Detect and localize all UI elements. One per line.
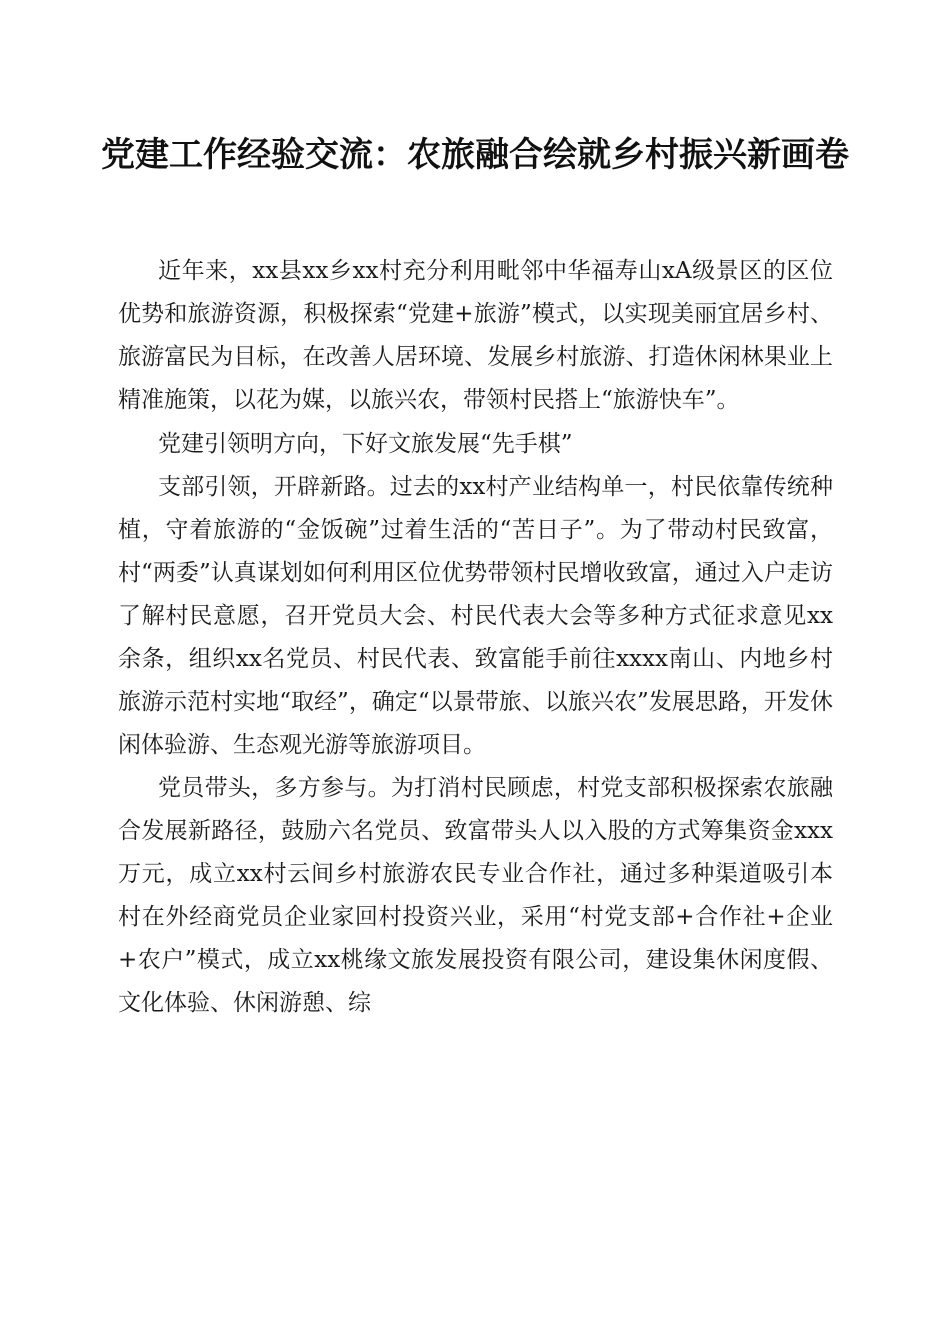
section-heading: 党建引领明方向，下好文旅发展“先手棋” bbox=[158, 431, 573, 457]
document-title: 党建工作经验交流：农旅融合绘就乡村振兴新画卷 bbox=[101, 135, 849, 175]
paragraph-branch-leading: 支部引领，开辟新路。过去的xx村产业结构单一，村民依靠传统种植，守着旅游的“金饭碗”过着生活的“苦日子”。为了带动村民致富，村“两委”认真谋划如何利用区位优势带领村民增收致富，通过入户走访了解村民意愿，召开党员大会、村民代表大会等多种方式征求意见xx余条，组织xx名党员、村民代表、致富能手前往xxxx南山、内地乡村旅游示范村实地“取经”，确定“以景带旅、以旅兴农”发展思路，开发休闲体验游、生态观光游等旅游项目。 bbox=[118, 474, 833, 758]
paragraph-intro: 近年来，xx县xx乡xx村充分利用毗邻中华福寿山xA级景区的区位优势和旅游资源，积极探索“党建+旅游”模式，以实现美丽宜居乡村、旅游富民为目标，在改善人居环境、发展乡村旅游、打造休闲林果业上精准施策，以花为媒，以旅兴农，带领村民搭上“旅游快车”。 bbox=[118, 258, 833, 413]
paragraph-party-members: 党员带头，多方参与。为打消村民顾虑，村党支部积极探索农旅融合发展新路径，鼓励六名党员、致富带头人以入股的方式筹集资金xxx万元，成立xx村云间乡村旅游农民专业合作社，通过多种渠道吸引本村在外经商党员企业家回村投资兴业，采用“村党支部+合作社+企业+农户”模式，成立xx桃缘文旅发展投资有限公司，建设集休闲度假、文化体验、休闲游憩、综 bbox=[118, 775, 833, 1016]
document-body bbox=[118, 250, 833, 1025]
